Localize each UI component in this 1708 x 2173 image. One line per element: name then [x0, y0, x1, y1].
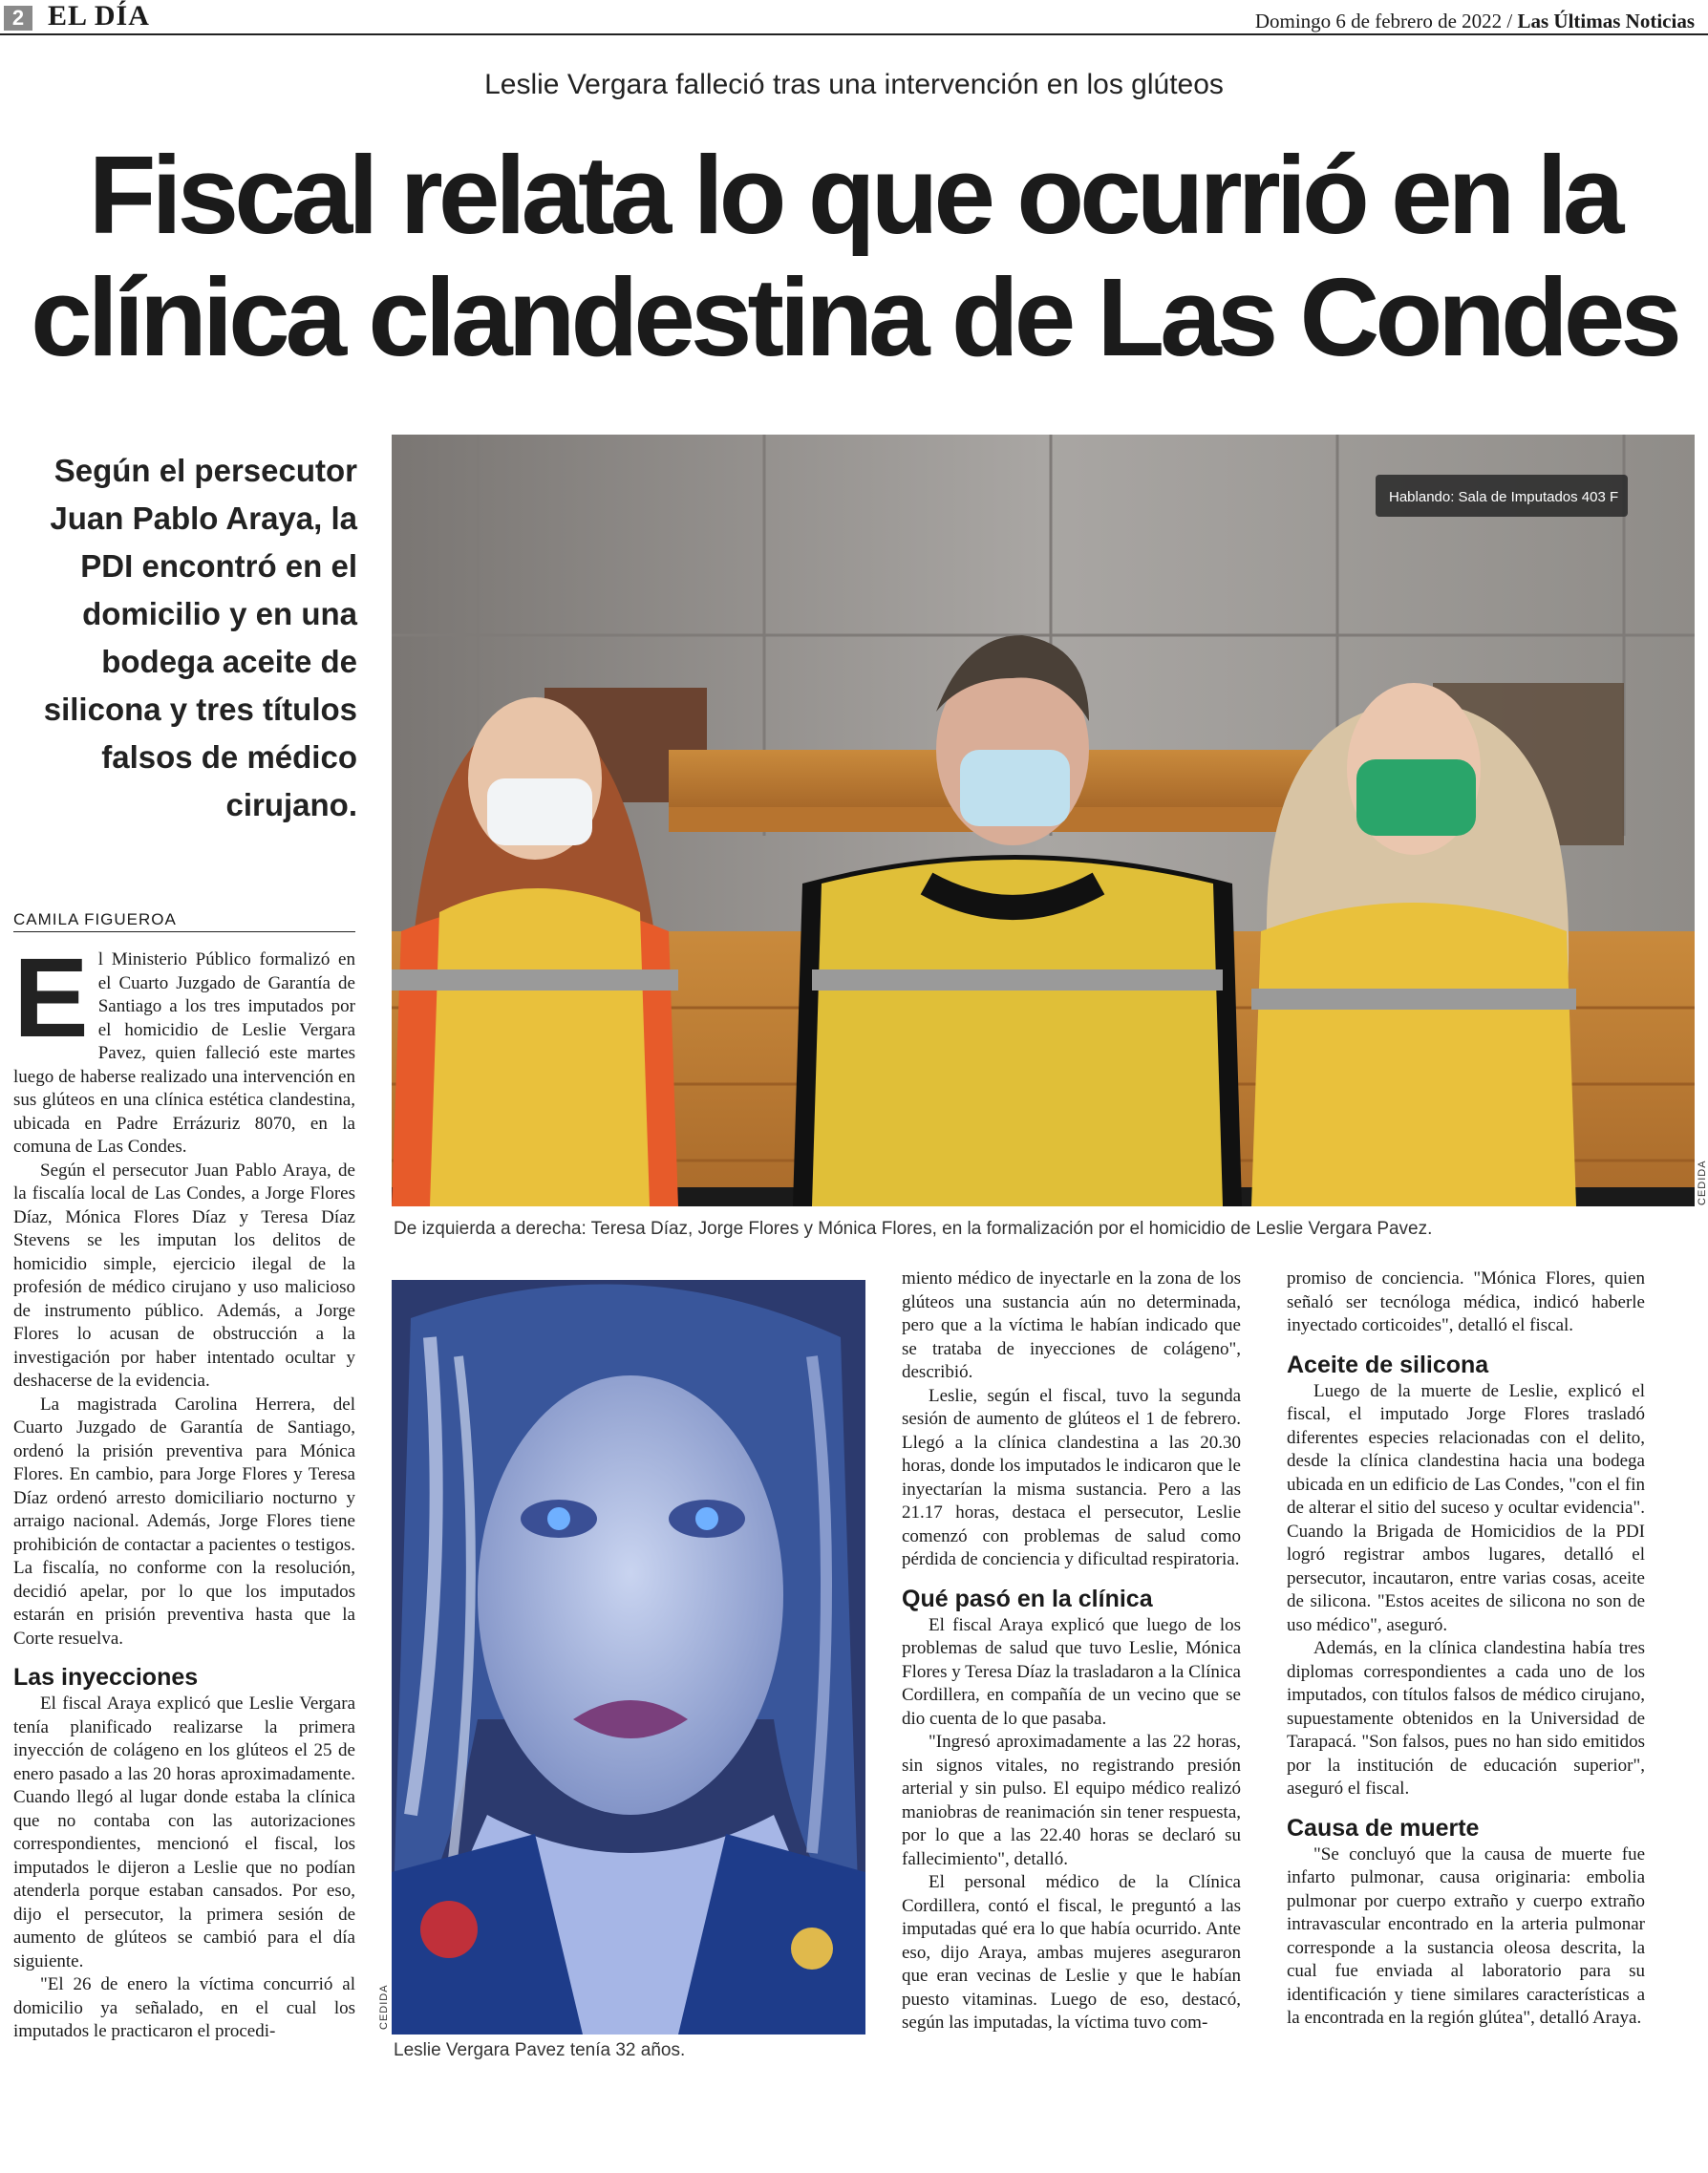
- page-number: 2: [4, 6, 32, 31]
- paragraph: Luego de la muerte de Leslie, explicó el fiscal, el imputado Jorge Flores trasladó diferentes especies relacionadas con el delito, desde la clínica clandestina hacia una bodega ubicada en un edificio de Las Condes, "con el fin de alterar el sitio del suceso y ocultar evidencia". Cuando la Brigada de Homicidios de la PDI logró registrar ambos lugares, detalló el persecutor, incautaron, entre varias cosas, aceite de silicona. "Estos aceites de silicona no son de uso médico", aseguró.: [1287, 1380, 1645, 1635]
- paragraph: "Ingresó aproximadamente a las 22 horas, sin signos vitales, no registrando presión arterial y sin pulso. El equipo médico realizó maniobras de reanimación sin tener respuesta, por lo que a las 22.40 horas se declaró su fallecimiento", detalló.: [902, 1732, 1241, 1869]
- subhead-muerte: Causa de muerte: [1287, 1814, 1480, 1842]
- article-column-1: [13, 948, 355, 2169]
- paragraph: Leslie, según el fiscal, tuvo la segunda sesión de aumento de glúteos el 1 de febrero. Llegó a la clínica clandestina a las 20.30 horas, donde los imputados le indicaron que le inyectarían la misma sustancia. Pero a las 21.17 horas, destaca el persecutor, Leslie comenzó con problemas de salud como pérdida de conciencia y dificultad respiratoria.: [902, 1385, 1241, 1569]
- photo-leslie-caption: Leslie Vergara Pavez tenía 32 años.: [394, 2040, 686, 2060]
- header-rule: [0, 33, 1708, 35]
- headline-line-2: clínica clandestina de Las Condes: [31, 255, 1677, 379]
- issue-date: Domingo 6 de febrero de 2022 /: [1254, 10, 1513, 32]
- photo-leslie-credit: CEDIDA: [378, 1984, 390, 2030]
- drop-cap: E: [13, 948, 89, 1061]
- paragraph: [13, 948, 355, 1160]
- courtroom-illustration: [392, 435, 1695, 1206]
- paragraph: Además, en la clínica clandestina había tres diplomas correspondientes a cada uno de los imputados, con títulos falsos de médico cirujano, supuestamente obtenidos en la Universidad de Tarapacá. "Son falsos, pues no han sido emitidos por la institución de educación superior", aseguró el fiscal.: [1287, 1638, 1645, 1799]
- paragraph: El personal médico de la Clínica Cordillera, contó el fiscal, le preguntó a las imputadas qué era lo que había ocurrido. Ante eso, dijo Araya, ambas mujeres aseguraron que eran vecinas de Leslie y que le habían puesto vitaminas. Luego de eso, destacó, según las imputadas, la víctima tuvo com-: [902, 1872, 1241, 2033]
- subhead-silicona: Aceite de silicona: [1287, 1351, 1489, 1378]
- headline: [19, 134, 1689, 378]
- screen-label: Hablando: Sala de Imputados 403 F: [1389, 489, 1619, 505]
- publication-name: Las Últimas Noticias: [1517, 10, 1695, 32]
- date-line: [1255, 10, 1695, 33]
- article-column-2: [902, 1268, 1241, 2169]
- article-column-3: [1287, 1268, 1645, 2169]
- page-header: [0, 0, 1708, 34]
- subhead-inyecciones: Las inyecciones: [13, 1664, 199, 1691]
- section-name: EL DÍA: [48, 0, 150, 32]
- paragraph-text: l Ministerio Público formalizó en el Cuarto Juzgado de Garantía de Santiago a los tres imputados por el homicidio de Leslie Vergara Pavez, quien falleció este martes luego de haberse realizado una intervención en sus glúteos en una clínica estética clandestina, ubicada en Padre Errázuriz 8070, en la comuna de Las Condes.: [13, 949, 355, 1157]
- kicker: Leslie Vergara falleció tras una intervención en los glúteos: [484, 69, 1224, 100]
- paragraph: Según el persecutor Juan Pablo Araya, de la fiscalía local de Las Condes, a Jorge Flores Díaz, Mónica Flores Díaz y Teresa Díaz Stevens se les imputan los delitos de homicidio simple, ejercicio ilegal de la profesión de médico cirujano y uso malicioso de instrumento público. Además, a Jorge Flores lo acusan de obstrucción a la investigación por haber intentado ocultar y deshacerse de la evidencia.: [13, 1160, 355, 1391]
- paragraph: miento médico de inyectarle en la zona de los glúteos una sustancia aún no determinada, pero que a la víctima le habían indicado que se trataba de inyecciones de colágeno", describió.: [902, 1268, 1241, 1382]
- photo-main-caption: De izquierda a derecha: Teresa Díaz, Jorge Flores y Mónica Flores, en la formalización por el homicidio de Leslie Vergara Pavez.: [394, 1219, 1433, 1239]
- leslie-portrait-photo: [392, 1280, 865, 2035]
- paragraph: "Se concluyó que la causa de muerte fue infarto pulmonar, causa originaria: embolia pulmonar por cuerpo extraño y cuerpo extraño intravascular encontrado en la arteria pulmonar corresponde a la sustancia oleosa descrita, la cual fue enviada al laboratorio para su identificación y tiene similares características a la encontrada en la región glútea", detalló Araya.: [1287, 1843, 1645, 2028]
- paragraph: "El 26 de enero la víctima concurrió al domicilio ya señalado, en el cual los imputados le practicaron el procedi-: [13, 1974, 355, 2041]
- courtroom-photo: [392, 435, 1695, 1206]
- photo-main-credit: CEDIDA: [1697, 1160, 1708, 1205]
- headline-line-1: Fiscal relata lo que ocurrió en la: [88, 133, 1620, 257]
- subhead-clinica: Qué pasó en la clínica: [902, 1585, 1153, 1612]
- paragraph: promiso de conciencia. "Mónica Flores, quien señaló ser tecnóloga médica, indicó haberle inyectado corticoides", detalló el fiscal.: [1287, 1268, 1645, 1335]
- paragraph: El fiscal Araya explicó que Leslie Vergara tenía planificado realizarse la primera inyección de colágeno en los glúteos el 25 de enero pasado a las 20 horas aproximadamente. Cuando llegó al lugar donde estaba la clínica que no contaba con las autorizaciones correspondientes, mencionó el fiscal, los imputados le dijeron a Leslie que no podían atenderla porque estaban cansados. Por eso, dijo el persecutor, la primera sesión de aumento de glúteos se cambió para el día siguiente.: [13, 1694, 355, 1971]
- paragraph: El fiscal Araya explicó que luego de los problemas de salud que tuvo Leslie, Mónica Flores y Teresa Díaz la trasladaron a la Clínica Cordillera, en compañía de un vecino que se dio cuenta de lo que pasaba.: [902, 1614, 1241, 1729]
- deck: Según el persecutor Juan Pablo Araya, la PDI encontró en el domicilio y en una bodega aceite de silicona y tres títulos falsos de médico cirujano.: [43, 453, 357, 822]
- byline: CAMILA FIGUEROA: [13, 910, 355, 932]
- paragraph: La magistrada Carolina Herrera, del Cuarto Juzgado de Garantía de Santiago, ordenó la prisión preventiva para Mónica Flores. En cambio, para Jorge Flores y Teresa Díaz ordenó arresto domiciliario nocturno y arraigo nacional. Además, Jorge Flores tiene prohibición de contactar a pacientes o testigos. La fiscalía, no conforme con la resolución, decidió apelar, por lo que los imputados estarán en prisión preventiva hasta que la Corte resuelva.: [13, 1394, 355, 1649]
- portrait-illustration: [392, 1280, 865, 2035]
